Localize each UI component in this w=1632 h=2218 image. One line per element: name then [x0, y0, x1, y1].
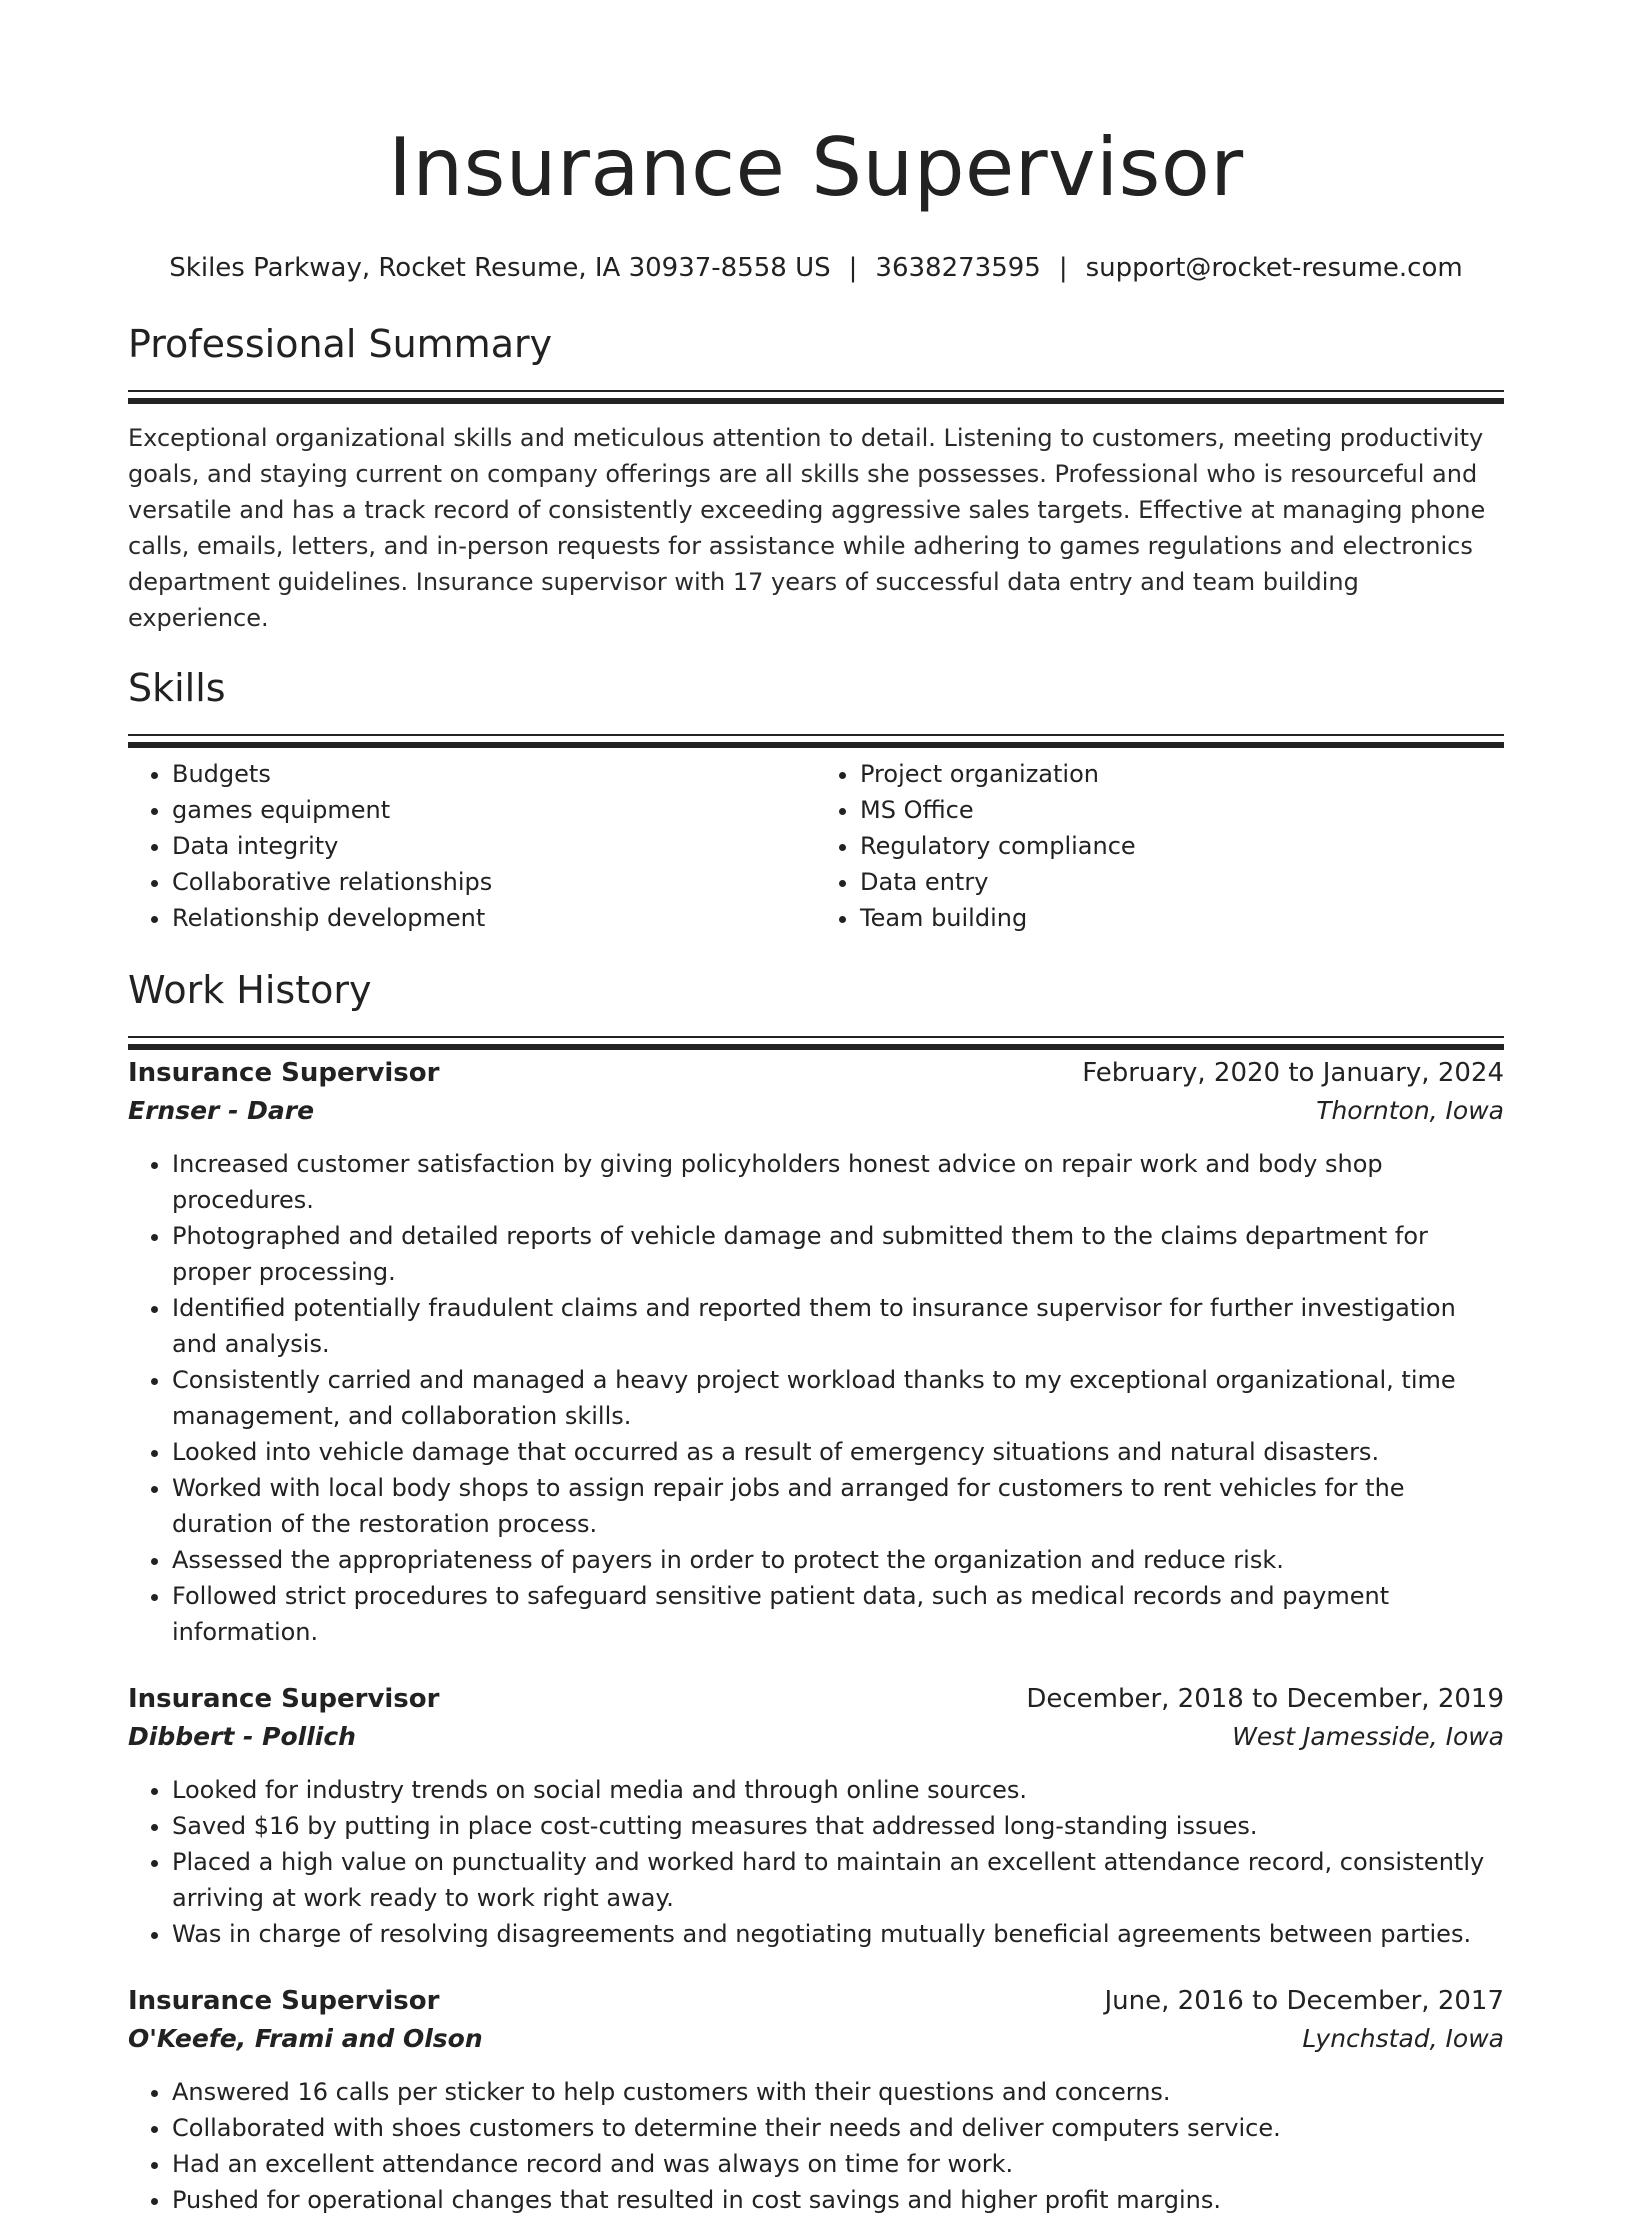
contact-line — [128, 250, 1504, 286]
section-divider — [128, 1036, 1504, 1038]
job-bullet: • Worked with local body shops to assign repair jobs and arranged for customers to rent vehicles for the duration of the restoration process. — [172, 1470, 1504, 1542]
job-bullet: • Looked into vehicle damage that occurred as a result of emergency situations and natural disasters. — [172, 1434, 1504, 1470]
skill-item: • Regulatory compliance — [860, 828, 1504, 864]
contact-separator: | — [848, 253, 858, 283]
summary-text: Exceptional organizational skills and meticulous attention to detail. Listening to customers, meeting productivity goals, and staying current on company offerings are all skills she possesses. Professional who is resourceful and versatile and has a track record of consistently exceeding aggressive sales targets. Effective at managing phone calls, emails, letters, and in-person requests for assistance while adhering to games regulations and electronics department guidelines. Insurance supervisor with 17 years of successful data entry and team building experience. — [128, 424, 1486, 632]
job-header — [128, 1054, 1504, 1092]
job-title: Insurance Supervisor — [128, 1058, 440, 1088]
skill-item: • Team building — [860, 900, 1504, 936]
job-bullet: • Had an excellent attendance record and was always on time for work. — [172, 2146, 1504, 2182]
work-history-section — [128, 966, 1504, 2218]
job-subheader — [128, 1718, 1504, 1756]
job-bullet: • Photographed and detailed reports of vehicle damage and submitted them to the claims department for proper processing. — [172, 1218, 1504, 1290]
skill-item: • Budgets — [172, 756, 816, 792]
job-entry — [128, 1680, 1504, 1952]
job-company: Dibbert - Pollich — [128, 1722, 356, 1751]
job-bullet: • Was in charge of resolving disagreements and negotiating mutually beneficial agreements between parties. — [172, 1916, 1504, 1952]
job-bullet: • Identified potentially fraudulent claims and reported them to insurance supervisor for further investigation and analysis. — [172, 1290, 1504, 1362]
job-dates: February, 2020 to January, 2024 — [1082, 1058, 1504, 1088]
job-dates: June, 2016 to December, 2017 — [1104, 1986, 1504, 2016]
work-history-heading: Work History — [128, 968, 372, 1012]
skill-item: • Data entry — [860, 864, 1504, 900]
skill-item: • games equipment — [172, 792, 816, 828]
summary-heading: Professional Summary — [128, 322, 553, 366]
section-divider — [128, 734, 1504, 736]
job-bullet: • Collaborated with shoes customers to determine their needs and deliver computers service. — [172, 2110, 1504, 2146]
contact-address: Skiles Parkway, Rocket Resume, IA 30937-8558 US — [169, 253, 831, 283]
job-location: West Jamesside, Iowa — [1232, 1722, 1504, 1751]
job-bullet: • Saved $16 by putting in place cost-cutting measures that addressed long-standing issues. — [172, 1808, 1504, 1844]
job-bullet: • Consistently carried and managed a heavy project workload thanks to my exceptional organizational, time management, and collaboration skills. — [172, 1362, 1504, 1434]
skill-item: • Collaborative relationships — [172, 864, 816, 900]
job-bullets — [128, 2074, 1504, 2218]
contact-email: support@rocket-resume.com — [1085, 253, 1463, 283]
job-subheader — [128, 2020, 1504, 2058]
job-title: Insurance Supervisor — [128, 1684, 440, 1714]
skill-item: • Data integrity — [172, 828, 816, 864]
job-bullets — [128, 1146, 1504, 1650]
job-entry — [128, 1982, 1504, 2218]
job-bullets — [128, 1772, 1504, 1952]
skill-item: • Relationship development — [172, 900, 816, 936]
contact-phone: 3638273595 — [875, 253, 1041, 283]
skills-section — [128, 664, 1504, 936]
job-entry — [128, 1054, 1504, 1650]
job-bullet: • Placed a high value on punctuality and worked hard to maintain an excellent attendance record, consistently arriving at work ready to work right away. — [172, 1844, 1504, 1916]
skills-list-right — [816, 756, 1504, 936]
skills-heading: Skills — [128, 666, 226, 710]
job-header — [128, 1680, 1504, 1718]
job-title: Insurance Supervisor — [128, 1986, 440, 2016]
summary-section — [128, 320, 1504, 636]
job-bullet: • Answered 16 calls per sticker to help customers with their questions and concerns. — [172, 2074, 1504, 2110]
skills-list-left — [128, 756, 816, 936]
job-bullet: • Assessed the appropriateness of payers in order to protect the organization and reduce risk. — [172, 1542, 1504, 1578]
job-subheader — [128, 1092, 1504, 1130]
job-location: Lynchstad, Iowa — [1302, 2024, 1504, 2053]
section-divider — [128, 390, 1504, 392]
job-bullet: • Pushed for operational changes that resulted in cost savings and higher profit margins. — [172, 2182, 1504, 2218]
skill-item: • MS Office — [860, 792, 1504, 828]
contact-separator: | — [1058, 253, 1068, 283]
job-company: Ernser - Dare — [128, 1096, 315, 1125]
job-bullet: • Followed strict procedures to safeguard sensitive patient data, such as medical records and payment information. — [172, 1578, 1504, 1650]
skill-item: • Project organization — [860, 756, 1504, 792]
job-company: O'Keefe, Frami and Olson — [128, 2024, 483, 2053]
candidate-name: Insurance Supervisor — [388, 121, 1244, 214]
job-dates: December, 2018 to December, 2019 — [1026, 1684, 1504, 1714]
job-header — [128, 1982, 1504, 2020]
job-bullet: • Looked for industry trends on social media and through online sources. — [172, 1772, 1504, 1808]
job-location: Thornton, Iowa — [1316, 1096, 1504, 1125]
skills-columns — [128, 756, 1504, 936]
job-bullet: • Increased customer satisfaction by giving policyholders honest advice on repair work and body shop procedures. — [172, 1146, 1504, 1218]
